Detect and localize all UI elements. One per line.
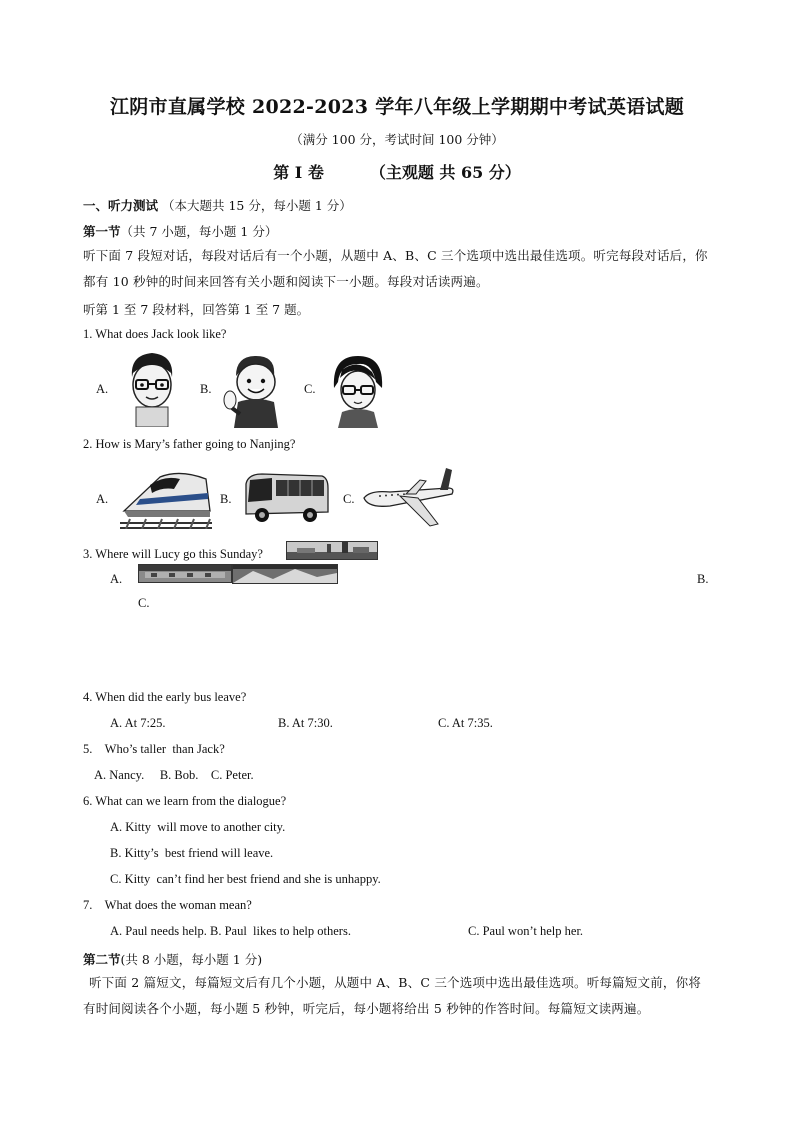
q3-option-a-photo [138,564,232,583]
part-heading-label: 一、听力测试 [83,198,159,213]
part-heading [83,196,352,214]
high-speed-train-icon [120,467,212,529]
question-2: 2. How is Mary’s father going to Nanjing? [83,437,296,451]
volume-label: 第 I 卷 [273,163,324,182]
q3-option-a-label: A. [110,572,123,586]
q7-options-ab: A. Paul needs help. B. Paul likes to help others. [110,924,351,938]
section2-heading-note: (共 8 小题，每小题 1 分) [120,952,263,967]
q1-option-a-label: A. [96,382,109,396]
section1-heading-note: （共 7 小题，每小题 1 分） [120,224,278,239]
question-6: 6. What can we learn from the dialogue? [83,794,287,808]
q3-option-c-photo [286,541,378,560]
q2-option-b-label: B. [220,492,232,506]
q5-options: A. Nancy. B. Bob. C. Peter. [94,768,254,782]
section2-heading [83,950,262,968]
q2-option-a-label: A. [96,492,109,506]
question-5: 5. Who’s taller than Jack? [83,742,225,756]
question-1: 1. What does Jack look like? [83,327,227,341]
section2-instructions: 听下面 2 篇短文，每篇短文后有几个小题，从题中 A、B、C 三个选项中选出最佳选项。听每篇短文前，你将有时间阅读各个小题，每小题 5 秒钟，听完后，每小题将给出 5 秒钟的作答时间。每篇短文读两遍。 [83,975,702,1016]
bus-icon [242,470,330,526]
q4-option-c: C. At 7:35. [438,716,493,730]
q3-option-b-label: B. [697,572,709,586]
q7-option-c: C. Paul won’t help her. [468,924,584,938]
boy-with-glasses-icon [122,347,182,427]
q1-option-b-label: B. [200,382,212,396]
section1-instructions: 听下面 7 段短对话，每段对话后有一个小题，从题中 A、B、C 三个选项中选出最佳选项。听完每段对话后，你都有 10 秒钟的时间来回答有关小题和阅读下一小题。每段对话读两遍。 [83,248,708,289]
section2-heading-label: 第二节 [83,952,121,967]
airplane-icon [360,464,456,532]
material-note: 听第 1 至 7 段材料，回答第 1 至 7 题。 [83,302,310,317]
section1-heading-label: 第一节 [83,224,121,239]
q6-option-a: A. Kitty will move to another city. [110,820,286,834]
question-4: 4. When did the early bus leave? [83,690,247,704]
q3-option-c-label: C. [138,596,150,610]
question-3: 3. Where will Lucy go this Sunday? [83,547,263,561]
q4-option-a: A. At 7:25. [110,716,166,730]
q2-option-c-label: C. [343,492,355,506]
q6-option-c: C. Kitty can’t find her best friend and she is unhappy. [110,872,381,886]
q1-option-c-label: C. [304,382,316,396]
part-heading-note: （本大题共 15 分，每小题 1 分） [162,198,352,213]
q4-option-b: B. At 7:30. [278,716,333,730]
question-7: 7. What does the woman mean? [83,898,252,912]
waving-boy-icon [222,352,288,428]
section1-heading [83,222,277,240]
volume-heading [0,160,794,183]
volume-note: （主观题 共 65 分） [369,163,521,182]
page-title: 江阴市直属学校 2022-2023 学年八年级上学期期中考试英语试题 [109,96,685,118]
girl-with-glasses-icon [328,352,388,428]
q6-option-b: B. Kitty’s best friend will leave. [110,846,274,860]
exam-info: （满分 100 分，考试时间 100 分钟） [290,132,504,147]
q3-option-b-photo [232,564,338,584]
